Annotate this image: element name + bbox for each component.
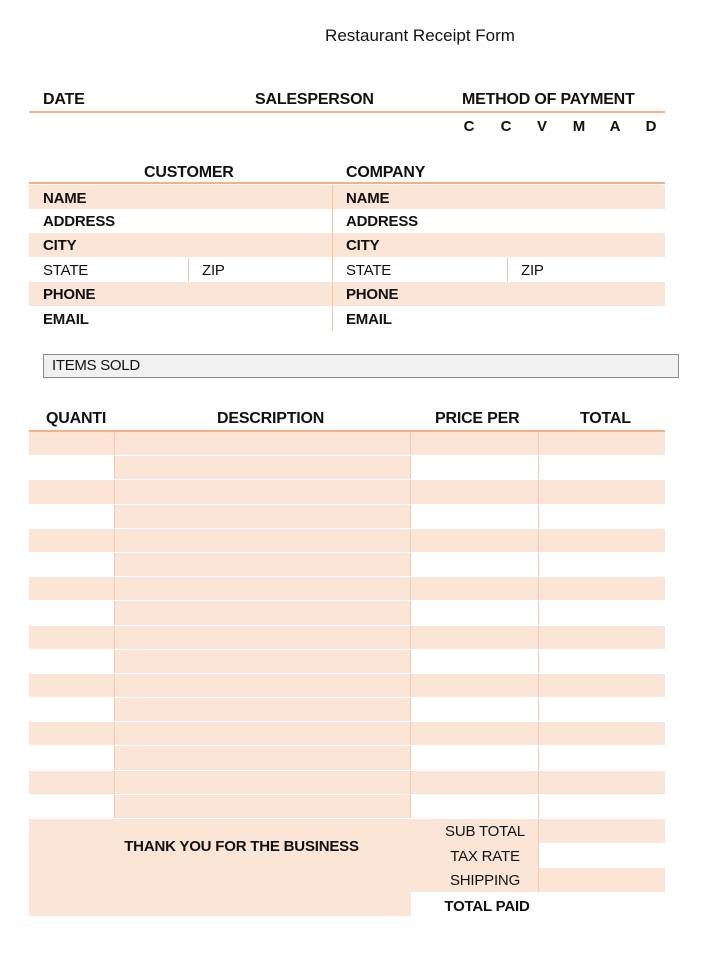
col-price-per: PRICE PER [435,410,520,427]
item-cell[interactable] [538,698,665,722]
item-cell[interactable] [29,601,114,625]
shipping-value[interactable] [539,869,664,891]
payment-option-c2[interactable]: C [500,118,512,135]
item-cell[interactable] [114,529,410,553]
item-cell[interactable] [29,746,114,770]
company-email-field[interactable]: EMAIL [346,311,392,328]
customer-state-field[interactable]: STATE [43,262,89,279]
item-cell[interactable] [410,722,538,746]
item-cell[interactable] [29,480,114,504]
item-cell[interactable] [410,626,538,650]
payment-option-d[interactable]: D [645,118,657,135]
item-cell[interactable] [29,698,114,722]
item-cell[interactable] [114,722,410,746]
item-cell[interactable] [410,553,538,577]
payment-option-a[interactable]: A [609,118,621,135]
col-total: TOTAL [580,410,631,427]
item-cell[interactable] [538,795,665,819]
item-cell[interactable] [29,771,114,795]
customer-name-field[interactable]: NAME [43,190,87,207]
item-cell[interactable] [410,529,538,553]
payment-option-m[interactable]: M [572,118,586,135]
col-quantity: QUANTI [46,410,107,427]
item-cell[interactable] [410,674,538,698]
item-cell[interactable] [538,746,665,770]
item-cell[interactable] [29,650,114,674]
payment-option-c1[interactable]: C [463,118,475,135]
company-address-field[interactable]: ADDRESS [346,213,418,230]
item-cell[interactable] [538,529,665,553]
item-cell[interactable] [410,577,538,601]
customer-phone-field[interactable]: PHONE [43,286,96,303]
item-cell[interactable] [538,674,665,698]
item-cell[interactable] [538,722,665,746]
col-description: DESCRIPTION [217,410,325,427]
thank-you-text: THANK YOU FOR THE BUSINESS [124,838,359,855]
customer-heading: CUSTOMER [144,164,234,181]
shipping-label: SHIPPING [449,872,521,889]
item-cell[interactable] [410,650,538,674]
date-label: DATE [43,91,85,108]
item-cell[interactable] [410,698,538,722]
item-cell[interactable] [538,601,665,625]
item-cell[interactable] [114,505,410,529]
item-cell[interactable] [410,795,538,819]
company-city-field[interactable]: CITY [346,237,380,254]
item-cell[interactable] [538,432,665,456]
item-cell[interactable] [114,626,410,650]
tax-rate-label: TAX RATE [450,848,520,865]
item-cell[interactable] [410,505,538,529]
item-cell[interactable] [538,456,665,480]
item-cell[interactable] [114,480,410,504]
item-cell[interactable] [410,746,538,770]
item-cell[interactable] [114,577,410,601]
header-rule [29,111,665,113]
item-cell[interactable] [538,553,665,577]
customer-email-field[interactable]: EMAIL [43,311,89,328]
item-cell[interactable] [29,529,114,553]
item-cell[interactable] [29,626,114,650]
salesperson-label: SALESPERSON [255,91,374,108]
customer-zip-field[interactable]: ZIP [202,262,225,279]
customer-city-field[interactable]: CITY [43,237,77,254]
item-cell[interactable] [114,650,410,674]
item-cell[interactable] [114,553,410,577]
method-of-payment-label: METHOD OF PAYMENT [462,91,635,108]
contact-rule [29,182,665,184]
item-cell[interactable] [538,577,665,601]
item-cell[interactable] [114,456,410,480]
item-cell[interactable] [114,601,410,625]
items-sold-heading: ITEMS SOLD [43,354,679,378]
company-zip-field[interactable]: ZIP [521,262,544,279]
item-cell[interactable] [538,650,665,674]
contact-divider [332,185,333,331]
page-title: Restaurant Receipt Form [325,26,515,45]
item-cell[interactable] [29,432,114,456]
customer-address-field[interactable]: ADDRESS [43,213,115,230]
company-state-field[interactable]: STATE [346,262,392,279]
item-cell[interactable] [29,722,114,746]
thank-you-block [29,819,411,916]
item-cell[interactable] [538,480,665,504]
item-cell[interactable] [29,505,114,529]
payment-option-v[interactable]: V [536,118,547,135]
total-paid-label: TOTAL PAID [444,898,530,915]
company-zip-divider [507,258,508,282]
item-cell[interactable] [114,432,410,456]
item-cell[interactable] [114,795,410,819]
item-cell[interactable] [114,674,410,698]
item-cell[interactable] [114,746,410,770]
item-cell[interactable] [538,771,665,795]
subtotal-value[interactable] [539,820,664,842]
total-paid-value[interactable] [539,894,664,916]
item-cell[interactable] [114,698,410,722]
company-phone-field[interactable]: PHONE [346,286,399,303]
tax-rate-value[interactable] [539,844,664,866]
item-cell[interactable] [538,626,665,650]
item-cell[interactable] [29,674,114,698]
item-cell[interactable] [29,577,114,601]
item-grid [29,432,665,819]
item-cell[interactable] [538,505,665,529]
item-cell[interactable] [29,456,114,480]
item-cell[interactable] [410,456,538,480]
item-cell[interactable] [410,480,538,504]
item-cell[interactable] [410,432,538,456]
company-name-field[interactable]: NAME [346,190,390,207]
company-heading: COMPANY [346,164,426,181]
item-cell[interactable] [29,795,114,819]
item-cell[interactable] [29,553,114,577]
customer-zip-divider [188,258,189,282]
item-cell[interactable] [410,771,538,795]
item-cell[interactable] [114,771,410,795]
item-cell[interactable] [410,601,538,625]
subtotal-label: SUB TOTAL [445,823,525,840]
